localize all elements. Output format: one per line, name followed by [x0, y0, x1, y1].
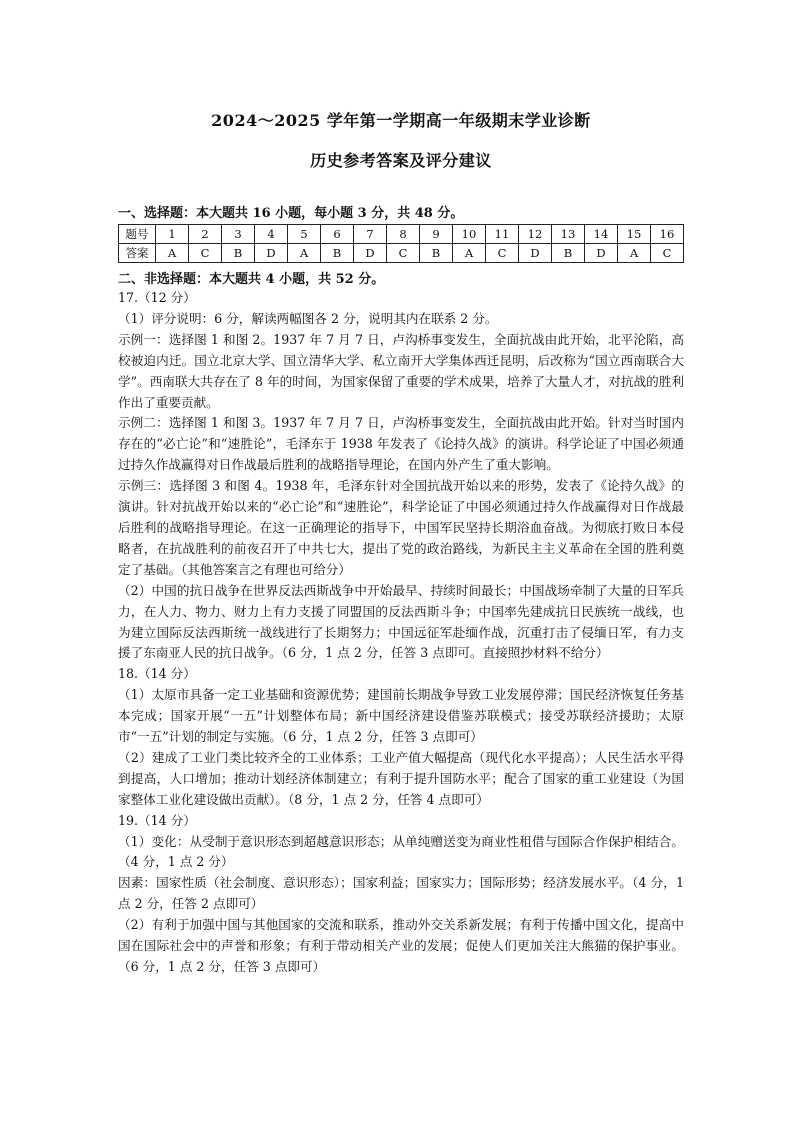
document-title: 2024～2025 学年第一学期高一年级期末学业诊断 [211, 111, 591, 130]
q19-header: 19.（14 分） [118, 812, 196, 828]
answer-cell: B [420, 244, 453, 263]
answer-label: 答案 [119, 244, 156, 263]
answer-row [119, 244, 684, 263]
question-number-label: 题号 [119, 225, 156, 244]
answer-cell: A [618, 244, 651, 263]
section1-heading: 一、选择题：本大题共 16 小题，每小题 3 分，共 48 分。 [118, 206, 464, 221]
question-number: 10 [453, 225, 486, 244]
answer-cell: D [519, 244, 552, 263]
question-number: 13 [552, 225, 585, 244]
q17-example-2: 示例二：选择图 1 和图 3。1937 年 7 月 7 日，卢沟桥事变发生，全面抗战由此开始。针对当时国内存在的“必亡论”和“速胜论”，毛泽东于 1938 年发表了《论持久战》的演讲。科学论证了中国必须通过持久作战赢得对日作战最后胜利的战略指导理论，在国内外产生了重大影响。 [118, 415, 684, 473]
question-number: 4 [255, 225, 288, 244]
section2-heading: 二、非选择题：本大题共 4 小题，共 52 分。 [118, 272, 385, 287]
answer-cell: C [387, 244, 420, 263]
q17-example-1: 示例一：选择图 1 和图 2。1937 年 7 月 7 日，卢沟桥事变发生，全面抗战由此开始，北平沦陷，高校被迫内迁。国立北京大学、国立清华大学、私立南开大学集体西迁昆明，后改称为“国立西南联合大学”。西南联大共存在了 8 年的时间，为国家保留了重要的学术成果，培养了大量人才，对抗战的胜利作出了重要贡献。 [118, 331, 684, 410]
answer-cell: A [156, 244, 189, 263]
question-number: 11 [486, 225, 519, 244]
q17-1-scoring-note: （1）评分说明：6 分，解读两幅图各 2 分，说明其内在联系 2 分。 [118, 310, 498, 326]
q17-2-answer: （2）中国的抗日战争在世界反法西斯战争中开始最早、持续时间最长；中国战场牵制了大量的日军兵力，在人力、物力、财力上有力支援了同盟国的反法西斯斗争；中国率先建成抗日民族统一战线，也为建立国际反法西斯统一战线进行了长期努力；中国远征军赴缅作战，沉重打击了侵缅日军，有力支援了东南亚人民的抗日战争。（6 分，1 点 2 分，任答 3 点即可。直接照抄材料不给分） [118, 582, 684, 661]
answer-body [118, 288, 684, 978]
q19-1-factors: 因素：国家性质（社会制度、意识形态）；国家利益；国家实力；国际形势；经济发展水平。（4 分，1 点 2 分，任答 2 点即可） [118, 875, 684, 912]
question-number: 5 [288, 225, 321, 244]
q18-header: 18.（14 分） [118, 666, 196, 682]
answer-cell: C [651, 244, 684, 263]
answer-table [118, 224, 684, 263]
question-number: 6 [321, 225, 354, 244]
question-number: 7 [354, 225, 387, 244]
answer-cell: C [486, 244, 519, 263]
answer-cell: D [255, 244, 288, 263]
answer-cell: A [453, 244, 486, 263]
question-number: 16 [651, 225, 684, 244]
question-number: 15 [618, 225, 651, 244]
q17-example-3: 示例三：选择图 3 和图 4。1938 年，毛泽东针对全国抗战开始以来的形势，发表了《论持久战》的演讲。针对抗战开始以来的“必亡论”和“速胜论”，科学论证了中国必须通过持久作战赢得对日作战最后胜利的战略指导理论。在这一正确理论的指导下，中国军民坚持长期浴血奋战。为彻底打败日本侵略者，在抗战胜利的前夜召开了中共七大，提出了党的政治路线，为新民主主义革命在全国的胜利奠定了基础。（其他答案言之有理也可给分） [118, 478, 684, 577]
answer-cell: B [222, 244, 255, 263]
question-number: 9 [420, 225, 453, 244]
question-number: 12 [519, 225, 552, 244]
document-subtitle: 历史参考答案及评分建议 [310, 151, 492, 170]
answer-cell: A [288, 244, 321, 263]
answer-cell: C [189, 244, 222, 263]
answer-cell: B [321, 244, 354, 263]
question-number: 3 [222, 225, 255, 244]
q17-header: 17.（12 分） [118, 290, 196, 305]
question-number-row [119, 225, 684, 244]
q18-1-answer: （1）太原市具备一定工业基础和资源优势；建国前长期战争导致工业发展停滞；国民经济恢复任务基本完成；国家开展“一五”计划整体布局；新中国经济建设借鉴苏联模式；接受苏联经济援助；太原市“一五”计划的制定与实施。（6 分，1 点 2 分，任答 3 点即可） [118, 687, 684, 745]
question-number: 2 [189, 225, 222, 244]
q19-2-answer: （2）有利于加强中国与其他国家的交流和联系，推动外交关系新发展；有利于传播中国文化，提高中国在国际社会中的声誉和形象；有利于带动相关产业的发展；促使人们更加关注大熊猫的保护事业。（6 分，1 点 2 分，任答 3 点即可） [118, 917, 684, 974]
answer-cell: D [354, 244, 387, 263]
question-number: 1 [156, 225, 189, 244]
q18-2-answer: （2）建成了工业门类比较齐全的工业体系；工业产值大幅提高（现代化水平提高）；人民生活水平得到提高，人口增加；推动计划经济体制建立；有利于提升国防水平；配合了国家的重工业建设（为国家整体工业化建设做出贡献）。（8 分，1 点 2 分，任答 4 点即可） [118, 749, 684, 807]
answer-cell: B [552, 244, 585, 263]
answer-cell: D [585, 244, 618, 263]
question-number: 8 [387, 225, 420, 244]
q19-1-change: （1）变化：从受制于意识形态到超越意识形态；从单纯赠送变为商业性租借与国际合作保护相结合。（4 分，1 点 2 分） [118, 833, 684, 870]
question-number: 14 [585, 225, 618, 244]
